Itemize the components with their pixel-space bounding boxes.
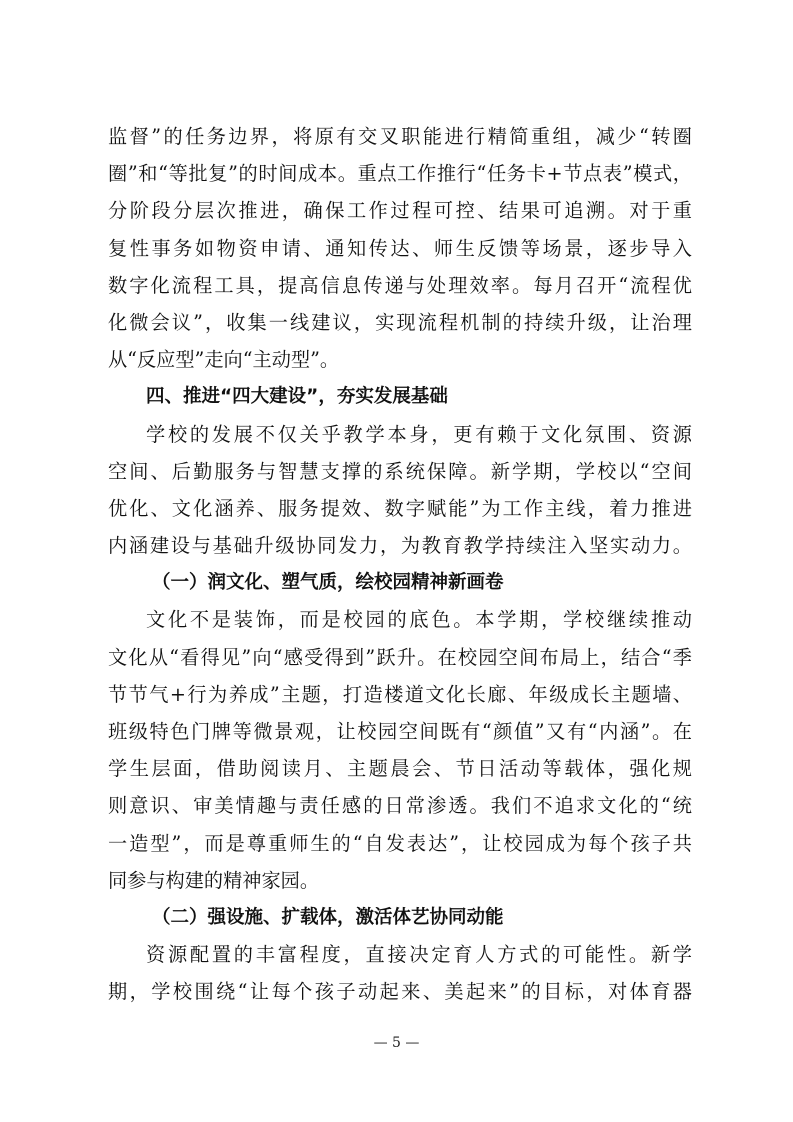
paragraph-line: 文化不是装饰，而是校园的底色。本学期，学校继续推动 bbox=[146, 608, 692, 632]
paragraph-line: 从“反应型”走向“主动型”。 bbox=[108, 348, 340, 372]
paragraph-line: 分阶段分层次推进，确保工作过程可控、结果可追溯。对于重 bbox=[108, 199, 692, 223]
paragraph-line: 圈”和“等批复”的时间成本。重点工作推行“任务卡+节点表”模式， bbox=[108, 162, 692, 186]
paragraph-line: 数字化流程工具，提高信息传递与处理效率。每月召开“流程优 bbox=[108, 273, 692, 297]
paragraph-line: 学生层面，借助阅读月、主题晨会、节日活动等载体，强化规 bbox=[108, 757, 692, 781]
paragraph-line: 班级特色门牌等微景观，让校园空间既有“颜值”又有“内涵”。在 bbox=[108, 720, 692, 743]
subsection-heading: （二）强设施、扩载体，激活体艺协同动能 bbox=[152, 906, 504, 928]
paragraph-line: 则意识、审美情趣与责任感的日常渗透。我们不追求文化的“统 bbox=[108, 794, 692, 818]
document-body bbox=[108, 118, 692, 1011]
paragraph-line: 优化、文化涵养、服务提效、数字赋能”为工作主线，着力推进 bbox=[108, 496, 692, 520]
subsection-heading: （一）润文化、塑气质，绘校园精神新画卷 bbox=[152, 572, 504, 594]
paragraph-line: 期，学校围绕“让每个孩子动起来、美起来”的目标，对体育器 bbox=[108, 980, 692, 1004]
paragraph-line: 空间、后勤服务与智慧支撑的系统保障。新学期，学校以“空间 bbox=[108, 459, 692, 483]
paragraph-line: 同参与构建的精神家园。 bbox=[108, 868, 320, 892]
page-number: — 5 — bbox=[373, 1035, 420, 1051]
paragraph-line: 一造型”，而是尊重师生的“自发表达”，让校园成为每个孩子共 bbox=[108, 831, 692, 855]
paragraph-line: 资源配置的丰富程度，直接决定育人方式的可能性。新学 bbox=[146, 943, 692, 967]
paragraph-line: 监督”的任务边界，将原有交叉职能进行精简重组，减少“转圈 bbox=[108, 125, 692, 148]
paragraph-line: 节节气+行为养成”主题，打造楼道文化长廊、年级成长主题墙、 bbox=[108, 682, 692, 706]
paragraph-line: 内涵建设与基础升级协同发力，为教育教学持续注入坚实动力。 bbox=[108, 534, 692, 558]
paragraph-line: 化微会议”，收集一线建议，实现流程机制的持续升级，让治理 bbox=[108, 310, 692, 334]
paragraph-line: 复性事务如物资申请、通知传达、师生反馈等场景，逐步导入 bbox=[108, 236, 692, 260]
paragraph-line: 文化从“看得见”向“感受得到”跃升。在校园空间布局上，结合“季 bbox=[108, 645, 692, 669]
paragraph-line: 学校的发展不仅关乎教学本身，更有赖于文化氛围、资源 bbox=[146, 422, 692, 446]
section-heading: 四、推进“四大建设”，夯实发展基础 bbox=[146, 386, 448, 408]
